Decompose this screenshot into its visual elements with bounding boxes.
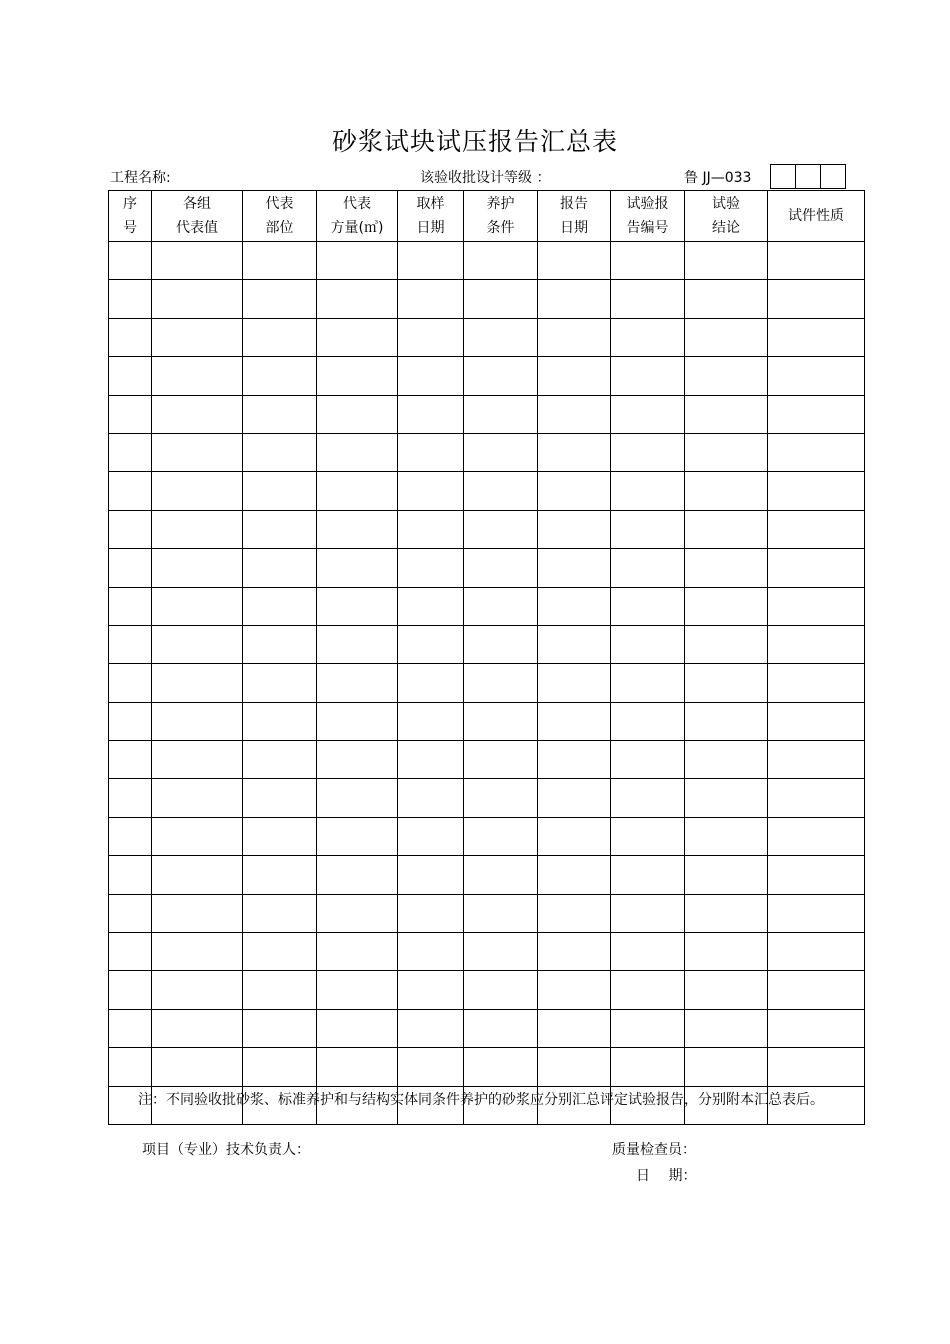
table-cell[interactable] xyxy=(685,395,768,433)
table-cell[interactable] xyxy=(464,971,538,1009)
table-cell[interactable] xyxy=(464,280,538,318)
table-row xyxy=(109,817,865,855)
table-cell[interactable] xyxy=(538,894,611,932)
table-cell[interactable] xyxy=(611,817,685,855)
table-cell[interactable] xyxy=(464,933,538,971)
table-cell[interactable] xyxy=(768,702,865,740)
table-row xyxy=(109,971,865,1009)
table-cell[interactable] xyxy=(611,242,685,280)
table-row xyxy=(109,779,865,817)
table-cell[interactable] xyxy=(685,664,768,702)
table-cell[interactable] xyxy=(317,933,398,971)
table-cell[interactable] xyxy=(685,280,768,318)
table-cell[interactable] xyxy=(317,357,398,395)
header-serial-no: 序 号 xyxy=(109,191,152,242)
table-body xyxy=(109,242,865,1125)
table-cell[interactable] xyxy=(685,625,768,663)
header-location: 代表 部位 xyxy=(243,191,317,242)
table-cell[interactable] xyxy=(317,318,398,356)
table-cell[interactable] xyxy=(243,242,317,280)
table-cell[interactable] xyxy=(768,395,865,433)
table-cell[interactable] xyxy=(398,856,464,894)
table-cell[interactable] xyxy=(611,472,685,510)
table-cell[interactable] xyxy=(611,1009,685,1047)
table-cell[interactable] xyxy=(109,318,152,356)
table-cell[interactable] xyxy=(109,357,152,395)
table-cell[interactable] xyxy=(685,510,768,548)
table-cell[interactable] xyxy=(398,664,464,702)
table-cell[interactable] xyxy=(768,318,865,356)
table-cell[interactable] xyxy=(109,664,152,702)
table-cell[interactable] xyxy=(398,242,464,280)
table-cell[interactable] xyxy=(317,549,398,587)
table-cell[interactable] xyxy=(152,395,243,433)
table-row xyxy=(109,664,865,702)
table-row xyxy=(109,702,865,740)
table-cell[interactable] xyxy=(109,472,152,510)
table-row xyxy=(109,741,865,779)
table-cell[interactable] xyxy=(685,472,768,510)
table-cell[interactable] xyxy=(611,1048,685,1086)
table-cell[interactable] xyxy=(464,664,538,702)
table-cell[interactable] xyxy=(464,510,538,548)
table-cell[interactable] xyxy=(398,510,464,548)
table-cell[interactable] xyxy=(538,318,611,356)
table-cell[interactable] xyxy=(538,933,611,971)
header-conclusion: 试验 结论 xyxy=(685,191,768,242)
table-cell[interactable] xyxy=(152,933,243,971)
table-cell[interactable] xyxy=(611,587,685,625)
table-cell[interactable] xyxy=(611,280,685,318)
table-cell[interactable] xyxy=(464,779,538,817)
table-cell[interactable] xyxy=(109,894,152,932)
table-cell[interactable] xyxy=(538,856,611,894)
date-label: 日 期： xyxy=(636,1168,697,1184)
table-cell[interactable] xyxy=(611,856,685,894)
table-cell[interactable] xyxy=(317,817,398,855)
table-cell[interactable] xyxy=(685,741,768,779)
table-cell[interactable] xyxy=(611,625,685,663)
table-row xyxy=(109,1048,865,1086)
table-cell[interactable] xyxy=(611,357,685,395)
table-cell[interactable] xyxy=(398,894,464,932)
header-volume: 代表 方量(㎥) xyxy=(317,191,398,242)
table-cell[interactable] xyxy=(538,433,611,471)
table-cell[interactable] xyxy=(152,1048,243,1086)
table-cell[interactable] xyxy=(243,1048,317,1086)
table-cell[interactable] xyxy=(152,587,243,625)
table-cell[interactable] xyxy=(243,433,317,471)
table-cell[interactable] xyxy=(611,741,685,779)
table-cell[interactable] xyxy=(398,1009,464,1047)
table-cell[interactable] xyxy=(243,741,317,779)
table-row xyxy=(109,395,865,433)
table-cell[interactable] xyxy=(109,280,152,318)
table-cell[interactable] xyxy=(109,741,152,779)
header-report-date: 报告 日期 xyxy=(538,191,611,242)
table-cell[interactable] xyxy=(398,395,464,433)
table-cell[interactable] xyxy=(768,1009,865,1047)
page-title: 砂浆试块试压报告汇总表 xyxy=(331,127,618,156)
table-cell[interactable] xyxy=(317,1009,398,1047)
table-cell[interactable] xyxy=(685,549,768,587)
table-cell[interactable] xyxy=(109,242,152,280)
table-cell[interactable] xyxy=(611,894,685,932)
summary-table xyxy=(108,190,865,1125)
project-name-label: 工程名称: xyxy=(110,170,171,186)
table-cell[interactable] xyxy=(538,702,611,740)
table-cell[interactable] xyxy=(768,664,865,702)
table-header-row xyxy=(109,191,865,242)
table-row xyxy=(109,1009,865,1047)
table-cell[interactable] xyxy=(152,472,243,510)
table-cell[interactable] xyxy=(243,779,317,817)
table-cell[interactable] xyxy=(152,280,243,318)
table-cell[interactable] xyxy=(317,741,398,779)
table-cell[interactable] xyxy=(768,357,865,395)
table-cell[interactable] xyxy=(768,280,865,318)
table-cell[interactable] xyxy=(317,587,398,625)
table-cell[interactable] xyxy=(109,817,152,855)
table-cell[interactable] xyxy=(109,549,152,587)
table-cell[interactable] xyxy=(317,510,398,548)
table-cell[interactable] xyxy=(243,625,317,663)
table-cell[interactable] xyxy=(538,395,611,433)
table-cell[interactable] xyxy=(152,357,243,395)
table-cell[interactable] xyxy=(243,1009,317,1047)
table-cell[interactable] xyxy=(538,549,611,587)
table-cell[interactable] xyxy=(768,549,865,587)
header-group-value: 各组 代表值 xyxy=(152,191,243,242)
table-cell[interactable] xyxy=(768,510,865,548)
table-cell[interactable] xyxy=(243,510,317,548)
table-cell[interactable] xyxy=(243,933,317,971)
table-cell[interactable] xyxy=(317,1048,398,1086)
table-cell[interactable] xyxy=(398,971,464,1009)
table-cell[interactable] xyxy=(685,856,768,894)
table-cell[interactable] xyxy=(611,702,685,740)
table-cell[interactable] xyxy=(398,1048,464,1086)
table-cell[interactable] xyxy=(538,1009,611,1047)
table-cell[interactable] xyxy=(768,741,865,779)
table-cell[interactable] xyxy=(152,779,243,817)
table-row xyxy=(109,318,865,356)
table-cell[interactable] xyxy=(398,433,464,471)
table-cell[interactable] xyxy=(768,894,865,932)
table-cell[interactable] xyxy=(317,280,398,318)
table-cell[interactable] xyxy=(109,625,152,663)
table-row xyxy=(109,433,865,471)
table-cell[interactable] xyxy=(398,280,464,318)
table-cell[interactable] xyxy=(152,664,243,702)
table-cell[interactable] xyxy=(317,971,398,1009)
table-cell[interactable] xyxy=(685,242,768,280)
table-row xyxy=(109,472,865,510)
table-cell[interactable] xyxy=(398,625,464,663)
table-cell[interactable] xyxy=(768,856,865,894)
table-cell[interactable] xyxy=(768,817,865,855)
table-cell[interactable] xyxy=(398,587,464,625)
table-cell[interactable] xyxy=(152,894,243,932)
code-boxes xyxy=(770,164,846,189)
table-cell[interactable] xyxy=(317,625,398,663)
table-cell[interactable] xyxy=(611,318,685,356)
table-cell[interactable] xyxy=(464,433,538,471)
tech-lead-label: 项目（专业）技术负责人： xyxy=(142,1142,310,1158)
table-cell[interactable] xyxy=(109,971,152,1009)
table-cell[interactable] xyxy=(685,702,768,740)
table-cell[interactable] xyxy=(317,856,398,894)
table-cell[interactable] xyxy=(109,510,152,548)
table-cell[interactable] xyxy=(685,933,768,971)
table-cell[interactable] xyxy=(464,357,538,395)
table-cell[interactable] xyxy=(109,395,152,433)
table-cell[interactable] xyxy=(317,664,398,702)
table-cell[interactable] xyxy=(538,510,611,548)
table-cell[interactable] xyxy=(768,433,865,471)
table-cell[interactable] xyxy=(243,664,317,702)
table-row xyxy=(109,510,865,548)
table-cell[interactable] xyxy=(464,242,538,280)
table-cell[interactable] xyxy=(538,741,611,779)
table-cell[interactable] xyxy=(768,472,865,510)
table-cell[interactable] xyxy=(317,242,398,280)
table-cell[interactable] xyxy=(685,357,768,395)
table-cell[interactable] xyxy=(538,817,611,855)
table-cell[interactable] xyxy=(611,779,685,817)
table-cell[interactable] xyxy=(685,817,768,855)
table-cell[interactable] xyxy=(685,587,768,625)
table-cell[interactable] xyxy=(317,894,398,932)
table-cell[interactable] xyxy=(109,702,152,740)
table-cell[interactable] xyxy=(109,433,152,471)
table-cell[interactable] xyxy=(685,1048,768,1086)
table-cell[interactable] xyxy=(243,817,317,855)
table-cell[interactable] xyxy=(243,318,317,356)
header-curing-condition: 养护 条件 xyxy=(464,191,538,242)
table-cell[interactable] xyxy=(768,971,865,1009)
table-row xyxy=(109,242,865,280)
table-cell[interactable] xyxy=(317,779,398,817)
table-cell[interactable] xyxy=(152,510,243,548)
header-specimen-type: 试件性质 xyxy=(768,191,865,242)
table-row xyxy=(109,625,865,663)
design-grade-label: 该验收批设计等级 ： xyxy=(420,170,551,186)
table-cell[interactable] xyxy=(685,779,768,817)
table-cell[interactable] xyxy=(538,625,611,663)
table-cell[interactable] xyxy=(464,318,538,356)
table-cell[interactable] xyxy=(464,1048,538,1086)
table-cell[interactable] xyxy=(464,587,538,625)
table-cell[interactable] xyxy=(243,280,317,318)
table-cell[interactable] xyxy=(685,433,768,471)
table-row xyxy=(109,856,865,894)
table-cell[interactable] xyxy=(243,472,317,510)
table-cell[interactable] xyxy=(317,395,398,433)
table-cell[interactable] xyxy=(243,357,317,395)
table-cell[interactable] xyxy=(109,856,152,894)
inspector-label: 质量检查员： xyxy=(612,1142,696,1158)
table-row xyxy=(109,587,865,625)
table-cell[interactable] xyxy=(152,741,243,779)
table-cell[interactable] xyxy=(152,318,243,356)
table-cell[interactable] xyxy=(398,702,464,740)
form-code: 鲁 JJ—033 xyxy=(684,170,752,186)
table-cell[interactable] xyxy=(152,433,243,471)
table-cell[interactable] xyxy=(538,971,611,1009)
table-cell[interactable] xyxy=(152,1009,243,1047)
table-cell[interactable] xyxy=(398,933,464,971)
table-cell[interactable] xyxy=(109,779,152,817)
table-cell[interactable] xyxy=(685,971,768,1009)
table-cell[interactable] xyxy=(398,472,464,510)
table-cell[interactable] xyxy=(538,280,611,318)
table-cell[interactable] xyxy=(152,242,243,280)
code-box[interactable] xyxy=(796,165,821,188)
table-cell[interactable] xyxy=(243,587,317,625)
table-cell[interactable] xyxy=(464,625,538,663)
table-cell[interactable] xyxy=(464,549,538,587)
table-cell[interactable] xyxy=(109,933,152,971)
table-cell[interactable] xyxy=(768,242,865,280)
table-cell[interactable] xyxy=(685,318,768,356)
table-cell[interactable] xyxy=(611,549,685,587)
table-cell[interactable] xyxy=(317,472,398,510)
table-cell[interactable] xyxy=(538,357,611,395)
table-cell[interactable] xyxy=(768,779,865,817)
table-cell[interactable] xyxy=(464,741,538,779)
table-cell[interactable] xyxy=(243,395,317,433)
code-box[interactable] xyxy=(771,165,796,188)
table-cell[interactable] xyxy=(152,625,243,663)
table-cell[interactable] xyxy=(152,549,243,587)
table-cell[interactable] xyxy=(398,741,464,779)
table-cell[interactable] xyxy=(317,433,398,471)
table-cell[interactable] xyxy=(243,856,317,894)
table-cell[interactable] xyxy=(152,856,243,894)
table-row xyxy=(109,357,865,395)
table-cell[interactable] xyxy=(538,1048,611,1086)
table-cell[interactable] xyxy=(243,702,317,740)
table-cell[interactable] xyxy=(398,779,464,817)
table-cell[interactable] xyxy=(464,702,538,740)
header-sampling-date: 取样 日期 xyxy=(398,191,464,242)
table-cell[interactable] xyxy=(768,587,865,625)
table-row xyxy=(109,894,865,932)
table-cell[interactable] xyxy=(464,1009,538,1047)
table-cell[interactable] xyxy=(538,664,611,702)
table-cell[interactable] xyxy=(768,933,865,971)
table-cell[interactable] xyxy=(464,894,538,932)
table-cell[interactable] xyxy=(538,472,611,510)
table-cell[interactable] xyxy=(152,971,243,1009)
table-cell[interactable] xyxy=(109,1009,152,1047)
table-cell[interactable] xyxy=(243,549,317,587)
table-cell[interactable] xyxy=(611,971,685,1009)
table-cell[interactable] xyxy=(538,587,611,625)
table-row xyxy=(109,549,865,587)
table-cell[interactable] xyxy=(768,1048,865,1086)
table-cell[interactable] xyxy=(398,817,464,855)
table-cell[interactable] xyxy=(398,318,464,356)
header-report-number: 试验报 告编号 xyxy=(611,191,685,242)
table-cell[interactable] xyxy=(152,702,243,740)
table-cell[interactable] xyxy=(611,395,685,433)
footnote: 注：不同验收批砂浆、标准养护和与结构实体同条件养护的砂浆应分别汇总评定试验报告，分别附本汇总表后。 xyxy=(138,1092,824,1108)
table-cell[interactable] xyxy=(464,395,538,433)
table-cell[interactable] xyxy=(768,625,865,663)
table-cell[interactable] xyxy=(611,433,685,471)
table-cell[interactable] xyxy=(398,549,464,587)
table-cell[interactable] xyxy=(611,510,685,548)
table-row xyxy=(109,280,865,318)
table-cell[interactable] xyxy=(243,894,317,932)
table-cell[interactable] xyxy=(317,702,398,740)
table-cell[interactable] xyxy=(464,817,538,855)
table-cell[interactable] xyxy=(464,856,538,894)
code-box[interactable] xyxy=(821,165,845,188)
table-cell[interactable] xyxy=(685,1009,768,1047)
table-cell[interactable] xyxy=(398,357,464,395)
table-cell[interactable] xyxy=(109,587,152,625)
table-cell[interactable] xyxy=(611,933,685,971)
table-cell[interactable] xyxy=(243,971,317,1009)
table-cell[interactable] xyxy=(464,472,538,510)
table-row xyxy=(109,933,865,971)
table-cell[interactable] xyxy=(538,242,611,280)
table-cell[interactable] xyxy=(611,664,685,702)
table-cell[interactable] xyxy=(538,779,611,817)
table-cell[interactable] xyxy=(685,894,768,932)
table-cell[interactable] xyxy=(109,1048,152,1086)
table-cell[interactable] xyxy=(152,817,243,855)
